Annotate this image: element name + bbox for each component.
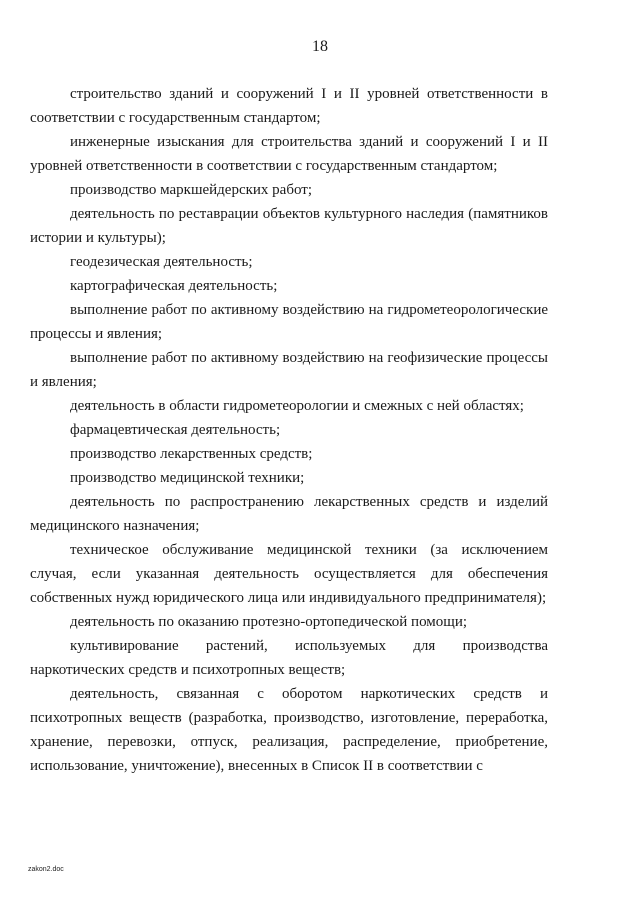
paragraph: производство лекарственных средств; [70, 446, 313, 462]
paragraph: деятельность по реставрации объектов культурного наследия (памятников истории и культуры); [30, 206, 548, 246]
paragraph: деятельность по оказанию протезно-ортопедической помощи; [70, 614, 468, 630]
paragraph: инженерные изыскания для строительства зданий и сооружений I и II уровней ответственности в соответствии с государственным стандартом; [30, 134, 548, 174]
page-number: 18 [312, 38, 328, 55]
paragraph: техническое обслуживание медицинской техники (за исключением случая, если указанная деятельность осуществляется для обеспечения собственных нужд юридического лица или индивидуального предпринимателя); [30, 542, 548, 606]
paragraph: деятельность в области гидрометеорологии и смежных с ней областях; [70, 398, 524, 414]
paragraph: геодезическая деятельность; [70, 254, 253, 270]
paragraph: культивирование растений, используемых для производства наркотических средств и психотропных веществ; [30, 638, 548, 678]
paragraph: выполнение работ по активному воздействию на гидрометеорологические процессы и явления; [30, 302, 548, 342]
paragraph: картографическая деятельность; [70, 278, 278, 294]
document-body [30, 82, 548, 778]
paragraph: производство маркшейдерских работ; [70, 182, 312, 198]
paragraph: выполнение работ по активному воздействию на геофизические процессы и явления; [30, 350, 548, 390]
paragraph: деятельность, связанная с оборотом наркотических средств и психотропных веществ (разработка, производство, изготовление, переработка, хранение, перевозки, отпуск, реализация, распределение, приобретение, использование, уничтожение), внесенных в Список II в соответствии с [30, 686, 548, 774]
paragraph: производство медицинской техники; [70, 470, 305, 486]
paragraph: фармацевтическая деятельность; [70, 422, 281, 438]
paragraph: строительство зданий и сооружений I и II уровней ответственности в соответствии с государственным стандартом; [30, 86, 548, 126]
footer-filename: zakon2.doc [28, 866, 64, 873]
paragraph: деятельность по распространению лекарственных средств и изделий медицинского назначения; [30, 494, 548, 534]
